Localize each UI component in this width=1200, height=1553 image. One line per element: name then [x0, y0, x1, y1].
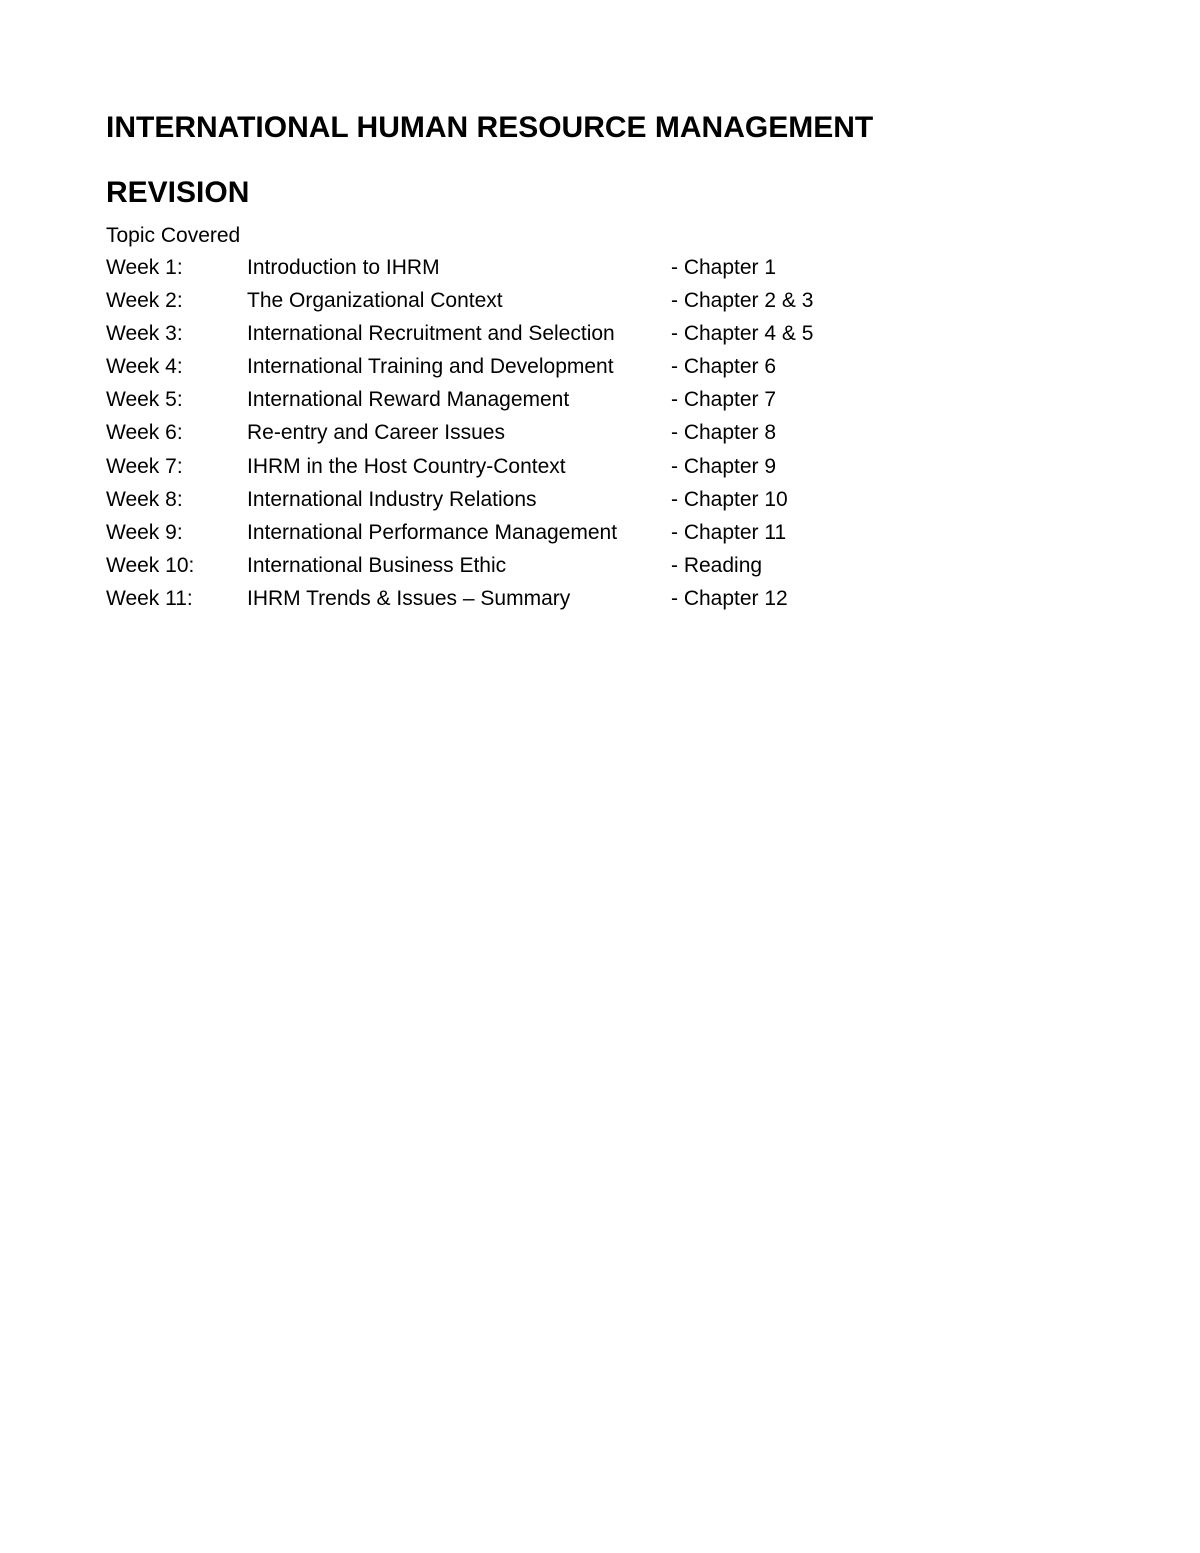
- week-label: Week 1:: [106, 256, 183, 279]
- schedule-row: [106, 552, 906, 585]
- week-label: Week 3:: [106, 322, 183, 346]
- week-label: Week 8:: [106, 487, 183, 511]
- schedule-row: [106, 519, 906, 552]
- week-label: Week 10:: [106, 553, 195, 577]
- topic-label: IHRM Trends & Issues – Summary: [247, 586, 571, 610]
- chapter-reference: - Chapter 8: [671, 421, 777, 445]
- topic-label: International Business Ethic: [247, 553, 507, 577]
- schedule-row: [106, 486, 906, 519]
- topic-label: International Performance Management: [247, 520, 618, 544]
- schedule-row: [106, 585, 906, 618]
- week-label: Week 11:: [106, 586, 193, 610]
- topic-label: International Reward Management: [247, 388, 570, 412]
- chapter-reference: - Chapter 12: [671, 586, 788, 610]
- schedule-row: [106, 386, 906, 419]
- chapter-reference: - Reading: [671, 553, 763, 577]
- topic-label: The Organizational Context: [247, 289, 503, 313]
- schedule-row: [106, 287, 906, 320]
- chapter-reference: - Chapter 10: [671, 487, 788, 511]
- week-label: Week 4:: [106, 355, 183, 379]
- week-label: Week 7:: [106, 454, 183, 478]
- schedule-row: [106, 453, 906, 486]
- topic-label: International Recruitment and Selection: [247, 322, 615, 346]
- schedule-row: [106, 419, 906, 452]
- topic-label: IHRM in the Host Country-Context: [247, 454, 566, 478]
- topic-heading: Topic Covered: [106, 224, 241, 247]
- chapter-reference: - Chapter 7: [671, 388, 777, 412]
- topic-label: Re-entry and Career Issues: [247, 421, 505, 445]
- chapter-reference: - Chapter 11: [671, 520, 787, 544]
- schedule-row: [106, 254, 906, 287]
- chapter-reference: - Chapter 4 & 5: [671, 322, 814, 346]
- chapter-reference: - Chapter 2 & 3: [671, 289, 814, 313]
- topic-label: International Training and Development: [247, 355, 614, 379]
- week-label: Week 6:: [106, 421, 183, 445]
- document-subtitle: REVISION: [106, 176, 250, 209]
- chapter-reference: - Chapter 6: [671, 355, 777, 379]
- chapter-reference: - Chapter 9: [671, 454, 777, 478]
- schedule-row: [106, 353, 906, 386]
- document-title: INTERNATIONAL HUMAN RESOURCE MANAGEMENT: [106, 111, 874, 144]
- week-label: Week 2:: [106, 289, 183, 313]
- week-label: Week 9:: [106, 520, 183, 544]
- schedule-row: [106, 320, 906, 353]
- chapter-reference: - Chapter 1: [671, 256, 777, 279]
- week-label: Week 5:: [106, 388, 183, 412]
- schedule-list: [106, 254, 906, 618]
- topic-label: Introduction to IHRM: [247, 256, 440, 279]
- topic-label: International Industry Relations: [247, 487, 537, 511]
